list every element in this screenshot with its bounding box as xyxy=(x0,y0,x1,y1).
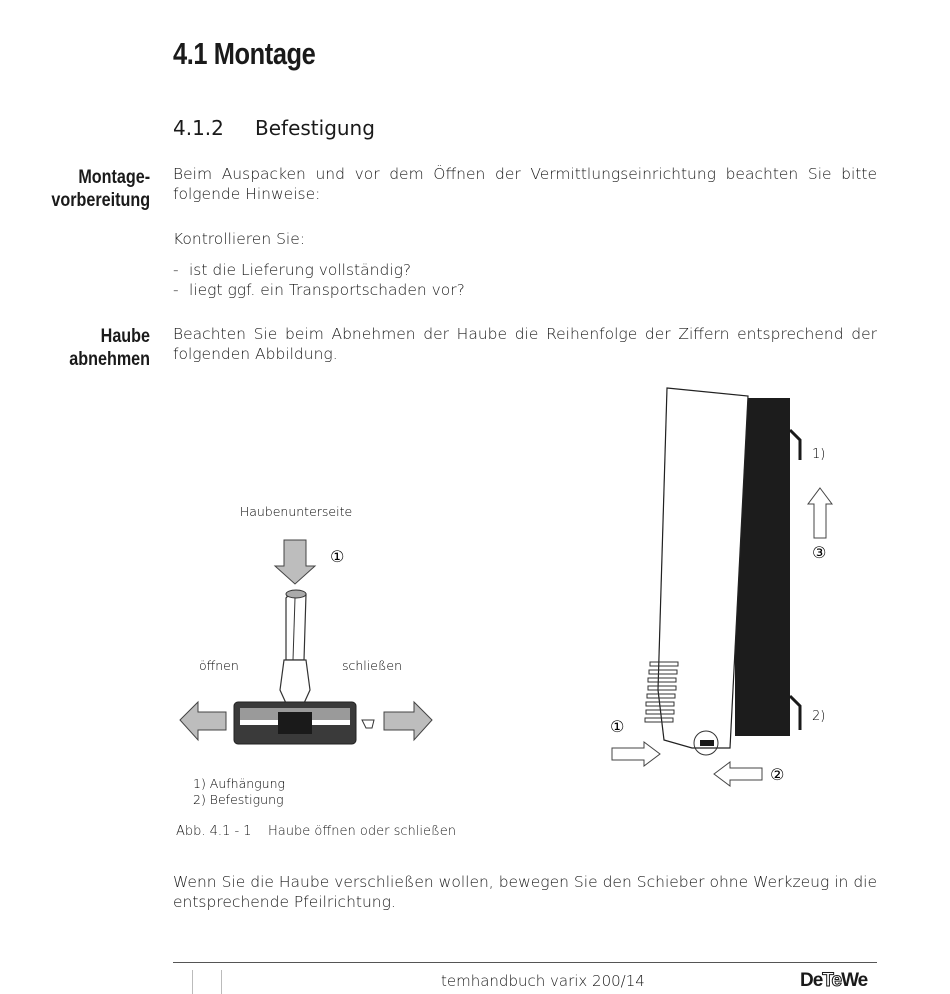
logo-part: Te xyxy=(822,970,842,991)
detewe-logo xyxy=(800,970,867,992)
caption-text: Haube öffnen oder schließen xyxy=(268,824,456,839)
footer-tick xyxy=(221,970,222,994)
side-label-line: Haube xyxy=(100,326,150,347)
caption-number: Abb. 4.1 - 1 xyxy=(176,824,252,839)
list-item: - ist die Lieferung vollständig? xyxy=(173,260,877,280)
step1-marker: ① xyxy=(330,547,345,566)
label-underside: Haubenunterseite xyxy=(239,504,353,519)
logo-part: De xyxy=(800,970,823,991)
down-arrow-icon xyxy=(275,540,315,584)
footer-title: temhandbuch varix 200/14 xyxy=(441,972,645,990)
legend-item: 1) Aufhängung xyxy=(193,776,286,791)
section-heading: 4.1 Montage xyxy=(173,36,316,71)
step1-marker-right: ① xyxy=(610,717,625,736)
intro-paragraph: Beim Auspacken und vor dem Öffnen der Vermittlungseinrichtung beachten Sie bitte folgende Hinweise: xyxy=(173,165,877,203)
legend-item: 2) Befestigung xyxy=(193,792,284,807)
closing-paragraph: Wenn Sie die Haube verschließen wollen, bewegen Sie den Schieber ohne Werkzeug in die entsprechende Pfeilrichtung. xyxy=(173,873,877,911)
arrow-right-icon xyxy=(384,702,432,740)
side-label-line: vorbereitung xyxy=(51,190,150,211)
arrow-left-icon xyxy=(714,762,762,786)
figure-haube xyxy=(0,380,950,820)
side-label-haube xyxy=(69,325,150,371)
checklist xyxy=(173,260,877,300)
figure-caption xyxy=(176,824,456,839)
side-label-line: abnehmen xyxy=(69,349,150,370)
hook2-label: 2) xyxy=(812,709,826,724)
subsection-heading xyxy=(173,116,375,140)
footer-tick xyxy=(192,970,193,994)
side-label-line: Montage- xyxy=(78,167,150,188)
lock-icon xyxy=(362,720,374,728)
arrow-right-icon xyxy=(612,742,660,766)
check-intro: Kontrollieren Sie: xyxy=(173,230,305,248)
subsection-number: 4.1.2 xyxy=(173,116,224,140)
subsection-title: Befestigung xyxy=(255,116,375,140)
up-arrow-icon xyxy=(808,488,832,538)
step2-marker: ② xyxy=(770,765,785,784)
hook-icon xyxy=(790,696,800,730)
haube-paragraph: Beachten Sie beim Abnehmen der Haube die Reihenfolge der Ziffern entsprechend der folgenden Abbildung. xyxy=(173,325,877,363)
label-close: schließen xyxy=(342,658,403,673)
step3-marker: ③ xyxy=(812,543,827,562)
logo-part: We xyxy=(841,970,868,991)
list-item: - liegt ggf. ein Transportschaden vor? xyxy=(173,280,877,300)
hook-icon xyxy=(790,430,800,460)
footer-divider xyxy=(173,962,877,963)
side-label-montage xyxy=(51,166,150,212)
label-open: öffnen xyxy=(199,658,239,673)
arrow-left-icon xyxy=(180,702,226,740)
screwdriver-shaft-icon xyxy=(286,592,306,660)
hook1-label: 1) xyxy=(812,447,826,462)
